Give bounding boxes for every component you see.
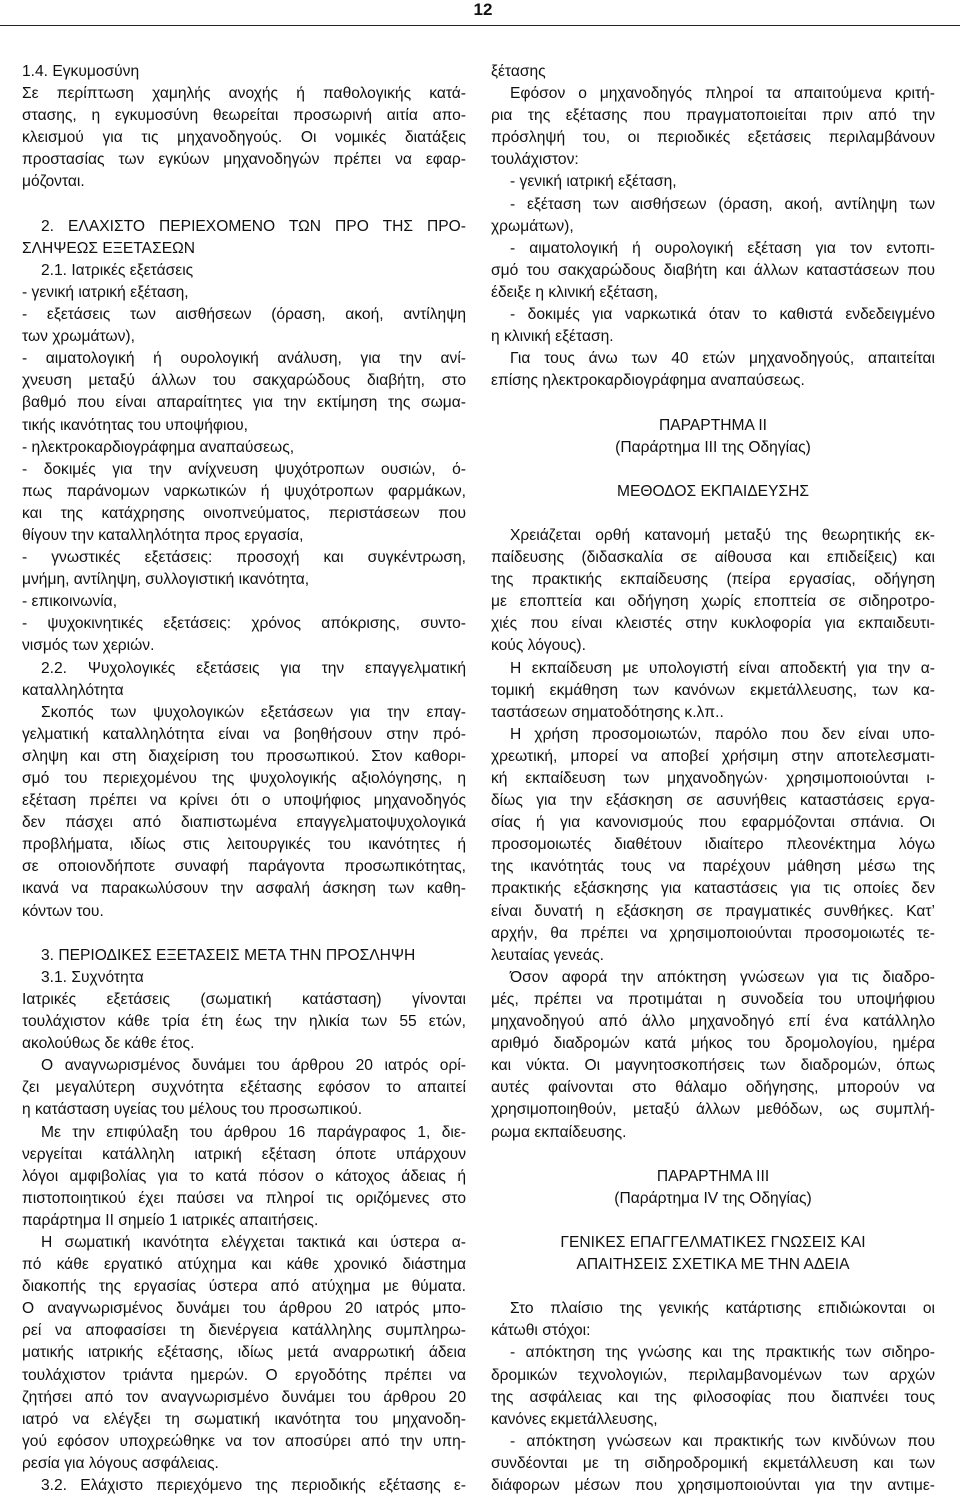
text-line: καταλληλότητα (22, 681, 124, 699)
text-line: η κλινική εξέταση. (491, 328, 614, 346)
text-line: Ιατρικές εξετάσεις (σωματική κατάσταση) γίνονται (22, 990, 466, 1008)
heading-line: ΠΑΡΑΡΤΗΜΑ ΙΙΙ (656, 1167, 770, 1185)
text-line: ξέτασης (491, 63, 546, 80)
text-line: ματικής ιατρικής εξέτασης, ιδίως μετά αναρρωτική άδεια (22, 1344, 466, 1362)
text-line: κλεισμού για τις μηχανοδηγούς. Οι νομικές διατάξεις (22, 129, 466, 147)
text-line: 3. ΠΕΡΙΟΔΙΚΕΣ ΕΞΕΤΑΣΕΙΣ ΜΕΤΑ ΤΗΝ ΠΡΟΣΛΗΨΗ (41, 946, 416, 964)
text-line: θίγουν την καταλληλότητα προς εργασία, (22, 526, 304, 544)
blank-line (491, 459, 935, 481)
text-line: πό κάθε εργατικό ατύχημα και κάθε χρονικό διάστημα (22, 1256, 466, 1274)
blank-line (491, 1210, 935, 1232)
text-line: δρομικών τεχνολογιών, περιλαμβανομένων των αρχών (491, 1366, 935, 1384)
text-line: νισμός των χεριών. (22, 637, 155, 655)
text-line: Η εκπαίδευση με υπολογιστή είναι αποδεκτή για την α- (510, 659, 935, 677)
text-line: διάφορων μέσων που χρησιμοποιούνται για την αντιμε- (491, 1477, 935, 1494)
text-line: σίας ή για κανονισμούς που εφαρμόζονται σπάνια. Οι (491, 814, 935, 832)
text-line: προβλήματα, ιδίως στις λειτουργικές του ικανότητες ή (22, 836, 466, 854)
text-line: Όσον αφορά την απόκτηση γνώσεων για τις διαδρο- (510, 968, 935, 986)
text-line: μές, πρέπει να προτιμάται η συνοδεία του υποψήφιου (491, 990, 935, 1008)
text-line: ταστάσεων σηματοδότησης κ.λπ.. (491, 703, 724, 721)
text-line: ρεσία για λόγους ασφάλειας. (22, 1454, 219, 1472)
text-line: είναι δυνατή η εξάσκηση σε πραγματικές συνθήκες. Κατ’ (491, 902, 935, 920)
text-line: σμό του σακχαρώδους διαβήτη και άλλων καταστάσεων που (491, 261, 935, 279)
text-line: ικανά να παρακωλύσουν την ασφαλή άσκηση των καθη- (22, 880, 466, 898)
heading-line: ΠΑΡΑΡΤΗΜΑ ΙΙ (658, 416, 768, 434)
text-line: αυτές φαίνονται στο θάλαμο οδήγησης, μπορούν να (491, 1079, 935, 1097)
text-line: Η χρήση προσομοιωτών, παρόλο που δεν είναι υπο- (510, 725, 935, 743)
heading-line: (Παράρτημα IV της Οδηγίας) (614, 1189, 812, 1207)
text-line: γού εφόσον υποχρεώθηκε να τον αποσύρει από την υπη- (22, 1432, 466, 1450)
text-line: 2.1. Ιατρικές εξετάσεις (41, 261, 194, 279)
text-line: ακολούθως δε κάθε έτος. (22, 1035, 195, 1053)
header-rule (0, 25, 960, 26)
text-line: - δοκιμές για ναρκωτικά όταν το καθιστά ενδεδειγμένο (510, 306, 935, 324)
text-line: αρχήν, θα πρέπει να χρησιμοποιούνται προσομοιωτές τε- (491, 924, 935, 942)
text-line: - απόκτηση της γνώσης και της πρακτικής των σιδηρο- (510, 1344, 935, 1362)
text-line: χρωμάτων), (491, 217, 574, 235)
blank-line (491, 1144, 935, 1166)
text-line: ζητήσει από τον αναγνωρισμένο δυνάμει του άρθρου 20 (22, 1388, 466, 1406)
text-line: της ικανότητάς τους να παρέχουν μάθηση μέσω της (491, 858, 935, 876)
text-line: τουλάχιστον: (491, 151, 579, 169)
text-line: παίδευσης (διδασκαλία σε αίθουσα και επιδείξεις) και (491, 549, 935, 567)
text-line: - εξέταση των αισθήσεων (όραση, ακοή, αντίληψη των (510, 195, 935, 213)
text-line: κόντων του. (22, 902, 104, 920)
text-line: η κατάσταση υγείας του μέλους του προσωπικού. (22, 1101, 363, 1119)
text-line: πιστοποιητικού έχει παύσει να πληροί τις οριζόμενες στο (22, 1189, 466, 1207)
text-line: - αιματολογική ή ουρολογική ανάλυση, για την ανί- (22, 350, 466, 368)
text-line: ρεί να αποφασίσει τη διενέργεια κατάλληλης συμπληρω- (22, 1322, 466, 1340)
text-line: Χρειάζεται ορθή κατανομή μεταξύ της θεωρητικής εκ- (510, 526, 935, 544)
text-line: Σκοπός των ψυχολογικών εξετάσεων για την επαγ- (41, 703, 466, 721)
text-line: χιές που είναι κλειστές στην κυκλοφορία για εκπαιδευτι- (491, 615, 935, 633)
text-line: επίσης ηλεκτροκαρδιογράφημα αναπαύσεως. (491, 372, 805, 390)
text-line: - γενική ιατρική εξέταση, (22, 283, 189, 301)
heading-line: ΓΕΝΙΚΕΣ ΕΠΑΓΓΕΛΜΑΤΙΚΕΣ ΓΝΩΣΕΙΣ ΚΑΙ (560, 1233, 866, 1251)
text-line: - εξετάσεις των αισθήσεων (όραση, ακοή, αντίληψη (22, 306, 466, 324)
text-line: Ο αναγνωρισμένος δυνάμει του άρθρου 20 ιατρός ορί- (41, 1057, 466, 1075)
text-line: έδειξε η κλινική εξέταση, (491, 283, 658, 301)
text-line: συνδέονται με τη σιδηροδρομική εκμετάλλευση και των (491, 1454, 935, 1472)
text-line: 2.2. Ψυχολογικές εξετάσεις για την επαγγελματική (41, 659, 466, 677)
text-line: Στο πλαίσιο της γενικής κατάρτισης επιδιώκονται οι (510, 1300, 935, 1318)
text-line: 1.4. Εγκυμοσύνη (22, 63, 140, 80)
text-line: κάτωθι στόχοι: (491, 1322, 591, 1340)
text-line: - ηλεκτροκαρδιογράφημα αναπαύσεως, (22, 438, 295, 456)
text-line: και νύκτα. Οι μαγνητοσκοπήσεις των διαδρομών, όπως (491, 1057, 935, 1075)
text-line: Με την επιφύλαξη του άρθρου 16 παράγραφος 1, διε- (41, 1123, 466, 1141)
text-line: της πρακτικής εκπαίδευσης (πείρα εργασίας, οδήγηση (491, 571, 935, 589)
blank-line (491, 1276, 935, 1298)
text-line: τικής ικανότητας του υποψήφιου, (22, 416, 249, 434)
text-line: της ασφάλειας και της φιλοσοφίας που διαπνέει τους (491, 1388, 935, 1406)
text-line: χρησιμοποιηθούν, μεταξύ άλλων μεθόδων, ως συμπλή- (491, 1101, 935, 1119)
text-line: κούς λόγους). (491, 637, 586, 655)
text-line: τουλάχιστον κάθε τρία έτη έως την ηλικία των 55 ετών, (22, 1013, 466, 1031)
text-line: Ο αναγνωρισμένος δυνάμει του άρθρου 20 ιατρός μπο- (22, 1300, 466, 1318)
text-line: σε οποιονδήποτε συναφή παράγοντα προσωπικότητας, (22, 858, 466, 876)
page-number: 12 (473, 0, 493, 19)
text-line: σληψη και στη διαχείριση του προσωπικού. Στον καθορι- (22, 747, 466, 765)
heading-line: (Παράρτημα ΙΙΙ της Οδηγίας) (615, 438, 811, 456)
text-line: λόγοι αμφιβολίας για το κατά πόσον ο κάτοχος άδειας ή (22, 1167, 466, 1185)
text-line: Εφόσον ο μηχανοδηγός πληροί τα απαιτούμενα κριτή- (510, 85, 935, 103)
text-line: 3.2. Ελάχιστο περιεχόμενο της περιοδικής εξέτασης ε- (41, 1477, 466, 1494)
text-line: μηχανοδηγού από άλλο μηχανοδηγό επί ένα κατάλληλο (491, 1013, 935, 1031)
text-line: παράρτημα ΙΙ σημείο 1 ιατρικές απαιτήσεις. (22, 1211, 319, 1229)
text-line: μνήμη, αντίληψη, συλλογιστική ικανότητα, (22, 571, 310, 589)
text-line: νεργείται κατάλληλη ιατρική εξέταση όποτε υπάρχουν (22, 1145, 466, 1163)
text-line: - ψυχοκινητικές εξετάσεις: χρόνος απόκρισης, συντο- (22, 615, 466, 633)
text-line: 3.1. Συχνότητα (41, 968, 144, 986)
text-line: μόζονται. (22, 173, 85, 191)
text-line: ρωμα εκπαίδευσης. (491, 1123, 627, 1141)
text-line: τουλάχιστον τριάντα ημερών. Ο εργοδότης πρέπει να (22, 1366, 466, 1384)
heading-line: ΑΠΑΙΤΗΣΕΙΣ ΣΧΕΤΙΚΑ ΜΕ ΤΗΝ ΑΔΕΙΑ (576, 1256, 850, 1274)
text-line: στασης, η εγκυμοσύνη θεωρείται προσωρινή αιτία απο- (22, 107, 466, 125)
text-line: ρια της εξέτασης που πραγματοποιείται πριν από την (491, 107, 935, 125)
text-line: ζει μεγαλύτερη συχνότητα εξέτασης εφόσον το απαιτεί (22, 1079, 466, 1097)
text-line: εξέταση πρέπει να κρίνει ότι ο υποψήφιος μηχανοδηγός (22, 792, 466, 810)
text-line: διακοπής της εργασίας ύστερα από ατύχημα με θύματα. (22, 1278, 466, 1296)
text-line: Για τους άνω των 40 ετών μηχανοδηγούς, απαιτείται (510, 350, 935, 368)
text-line: - γενική ιατρική εξέταση, (510, 173, 677, 191)
text-line: δεν πάσχει από διαπιστωμένα επαγγελματοψυχολογικά (22, 814, 466, 832)
text-line: - δοκιμές για την ανίχνευση ψυχότροπων ουσιών, ό- (22, 460, 466, 478)
blank-line (491, 503, 935, 525)
text-line: χρεωτική, μπορεί να αποβεί χρήσιμη στην αποτελεσματι- (491, 747, 935, 765)
text-line: Σε περίπτωση χαμηλής ανοχής ή παθολογικής κατά- (22, 85, 466, 103)
text-line: με εποπτεία και οδήγηση χωρίς εποπτεία σε σιδηροτρο- (491, 593, 935, 611)
text-line: γελματική καταλληλότητα είναι να βοηθήσουν στην πρό- (22, 725, 466, 743)
text-line: - επικοινωνία, (22, 593, 118, 611)
right-column (491, 61, 935, 1497)
blank-line (491, 392, 935, 414)
text-line: 2. ΕΛΑΧΙΣΤΟ ΠΕΡΙΕΧΟΜΕΝΟ ΤΩΝ ΠΡΟ ΤΗΣ ΠΡΟ- (41, 217, 466, 235)
text-line: προστασίας των εγκύων μηχανοδηγών πρέπει να εφαρ- (22, 151, 466, 169)
text-line: λευταίας γενεάς. (491, 946, 604, 964)
text-line: σμό του περιεχομένου της ψυχολογικής αξιολόγησης, η (22, 770, 466, 787)
heading-line: ΜΕΘΟΔΟΣ ΕΚΠΑΙΔΕΥΣΗΣ (616, 482, 810, 500)
text-line: Η σωματική ικανότητα ελέγχεται τακτικά και ύστερα α- (41, 1233, 466, 1251)
text-line: και της κατάχρησης οινοπνεύματος, περιστάσεων που (22, 504, 466, 522)
blank-line (22, 923, 466, 945)
left-column (22, 61, 466, 1497)
text-line: - αιματολογική ή ουρολογική εξέταση για τον εντοπι- (510, 239, 935, 257)
text-line: ιατρό να ελέγξει τη σωματική ικανότητα του μηχανοδη- (22, 1410, 466, 1428)
text-line: πως παράνομων ναρκωτικών ή ψυχότροπων φαρμάκων, (22, 482, 466, 500)
text-line: πρακτικής εξάσκησης για καταστάσεις για τις οποίες δεν (491, 880, 935, 898)
text-line: προσομοιωτές διαθέτουν ιδιαίτερο πλεονέκτημα λόγω (491, 836, 935, 854)
text-line: - απόκτηση γνώσεων και πρακτικής των κινδύνων που (510, 1432, 935, 1450)
text-line: πρόσληψή του, οι περιοδικές εξετάσεις περιλαμβάνουν (491, 129, 935, 147)
text-line: τομική εκμάθηση των κανόνων εκμετάλλευσης, των κα- (491, 681, 935, 699)
text-line: βαθμό που είναι απαραίτητες για την εκτίμηση της σωμα- (22, 394, 466, 412)
blank-line (22, 194, 466, 216)
text-line: των χρωμάτων), (22, 328, 135, 346)
text-line: δίως για την εξάσκηση σε ασυνήθεις καταστάσεις εργα- (491, 792, 935, 810)
text-line: αριθμό διαδρομών κατά μήκος του δρομολογίου, ημέρα (491, 1035, 935, 1053)
text-line: - γνωστικές εξετάσεις: προσοχή και συγκέντρωση, (22, 549, 466, 567)
text-line: κανόνες εκμετάλλευσης, (491, 1410, 658, 1428)
text-line: ΣΛΗΨΕΩΣ ΕΞΕΤΑΣΕΩΝ (22, 239, 196, 257)
text-line: κή εκπαίδευση των μηχανοδηγών· χρησιμοποιούνται ι- (491, 770, 935, 787)
text-line: χνευση μεταξύ άλλων του σακχαρώδους διαβήτη, στο (22, 372, 466, 390)
